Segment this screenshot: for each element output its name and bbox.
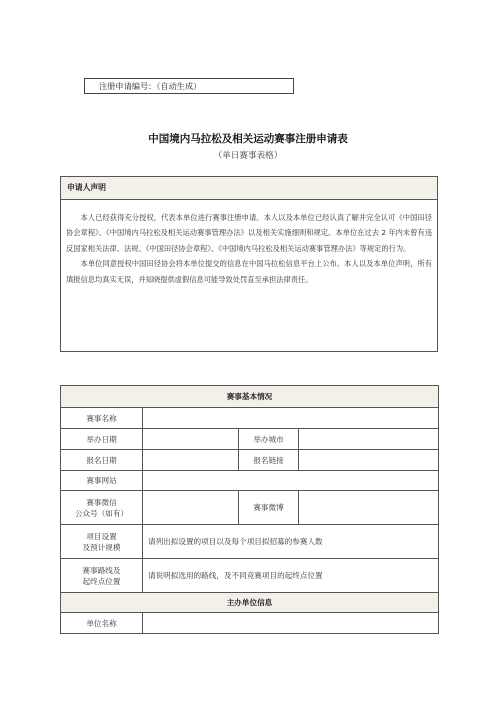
wechat-label-line1: 赛事微信 xyxy=(86,497,117,507)
unit-name-label: 单位名称 xyxy=(61,613,143,634)
registration-number-box xyxy=(84,78,294,94)
route-hint[interactable]: 请说明拟选用的路线，及不同竞赛项目的起终点位置 xyxy=(143,559,439,593)
signup-link-label: 报名链接 xyxy=(239,450,299,471)
website-label: 赛事网站 xyxy=(61,471,143,491)
route-label xyxy=(61,559,143,593)
signup-date-label: 报名日期 xyxy=(61,450,143,471)
form-subtitle: （单日赛事表格） xyxy=(213,151,283,161)
registration-number-value: （自动生成） xyxy=(156,81,202,91)
wechat-field[interactable] xyxy=(143,491,239,525)
applicant-declaration-box xyxy=(60,176,438,352)
route-label-line2: 起终点位置 xyxy=(82,576,121,586)
host-date-field[interactable] xyxy=(143,429,239,450)
weibo-label: 赛事微博 xyxy=(239,491,299,525)
event-info-table xyxy=(60,385,439,634)
wechat-label-line2: 公众号（如有） xyxy=(74,508,129,518)
signup-date-field[interactable] xyxy=(143,450,239,471)
host-city-field[interactable] xyxy=(299,429,439,450)
signup-link-field[interactable] xyxy=(299,450,439,471)
unit-name-field[interactable] xyxy=(143,613,439,634)
items-label-line1: 项目设置 xyxy=(86,531,117,541)
items-label xyxy=(61,525,143,559)
declaration-heading: 申请人声明 xyxy=(61,177,437,200)
wechat-label xyxy=(61,491,143,525)
weibo-field[interactable] xyxy=(299,491,439,525)
website-field[interactable] xyxy=(143,471,439,491)
event-info-section-title: 赛事基本情况 xyxy=(61,386,439,408)
registration-number-label: 注册申请编号： xyxy=(99,81,157,91)
host-city-label: 举办城市 xyxy=(239,429,299,450)
declaration-body xyxy=(61,200,437,287)
event-name-field[interactable] xyxy=(143,408,439,429)
form-title: 中国境内马拉松及相关运动赛事注册申请表 xyxy=(148,133,348,145)
host-date-label: 举办日期 xyxy=(61,429,143,450)
items-hint[interactable]: 请列出拟设置的项目以及每个项目拟招募的参赛人数 xyxy=(143,525,439,559)
route-label-line1: 赛事路线及 xyxy=(82,565,121,575)
declaration-paragraph: 本人已经获得充分授权，代表本单位进行赛事注册申请。本人以及本单位已经认真了解并完全认可《中国田径协会章程》、《中国境内马拉松及相关运动赛事管理办法》以及相关实施细则和规定。本单位在过去 2 年内未曾有违反国家相关法律、法规、《中国田径协会章程》、《中国境内马拉松及相关运动赛事管理办法》等规定的行为。 xyxy=(66,213,432,253)
event-name-label: 赛事名称 xyxy=(61,408,143,429)
items-label-line2: 及预计规模 xyxy=(82,542,121,552)
declaration-paragraph: 本单位同意授权中国田径协会将本单位提交的信息在中国马拉松信息平台上公布。本人以及本单位声明，所有填报信息均真实无误，并知晓提供虚假信息可能导致处罚直至承担法律责任。 xyxy=(66,259,432,284)
organizer-section-title: 主办单位信息 xyxy=(61,593,439,613)
